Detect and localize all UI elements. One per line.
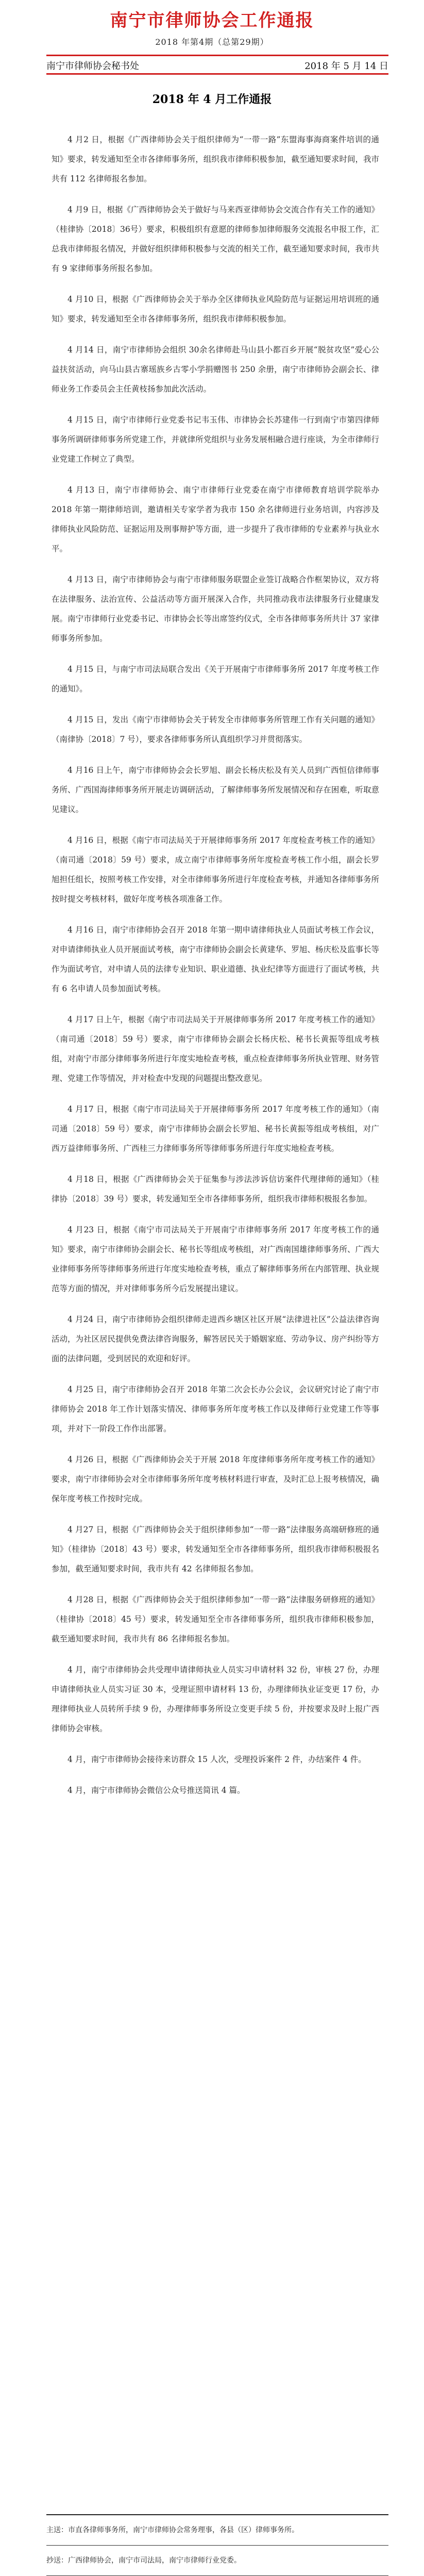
paragraph: 4 月15 日，与南宁市司法局联合发出《关于开展南宁市律师事务所 2017 年度考核工作的通知》。 bbox=[52, 665, 379, 693]
header-meta bbox=[46, 59, 388, 72]
paragraph: 4 月10 日，根据《广西律师协会关于举办全区律师执业风险防范与证据运用培训班的通知》要求，转发通知至全市各律师事务所，组织我市律师积极参加。 bbox=[52, 295, 379, 324]
paragraph: 4 月26 日，根据《广西律师协会关于开展 2018 年度律师事务所年度考核工作的通知》要求，南宁市律师协会对全市律师事务所年度考核材料进行审查，及时汇总上报考核情况，确保年度考核工作按时完成。 bbox=[52, 1455, 379, 1503]
main-send-text: 市直各律师事务所，南宁市律师协会常务理事，各县（区）律师事务所。 bbox=[68, 2526, 299, 2534]
paragraph: 4 月15 日，南宁市律师行业党委书记韦玉伟、市律协会长苏建伟一行到南宁市第四律师事务所调研律师事务所党建工作，并就律所党组织与业务发展相融合进行座谈，为全市律师行业党建工作树立了典型。 bbox=[52, 415, 379, 464]
paragraph: 4 月13 日，南宁市律师协会与南宁市律师服务联盟企业签订战略合作框架协议，双方将在法律服务、法治宣传、公益活动等方面开展深入合作，共同推动我市法律服务行业健康发展。南宁市律师行业党委书记、市律协会长等出席签约仪式，全市各律师事务所共计 37 家律师事务所参加。 bbox=[52, 575, 379, 643]
paragraph: 4 月13 日，南宁市律师协会、南宁市律师行业党委在南宁市律师教育培训学院举办 2018 年第一期律师培训，邀请相关专家学者为我市 150 余名律师进行业务培训，内容涉及律师执业风险防范、证据运用及刑事辩护等方面，进一步提升了我市律师的专业素养与执业水平。 bbox=[52, 485, 379, 553]
paragraph: 4 月24 日，南宁市律师协会组织律师走进西乡塘区社区开展“法律进社区”公益法律咨询活动，为社区居民提供免费法律咨询服务，解答居民关于婚姻家庭、劳动争议、房产纠纷等方面的法律问题，受到居民的欢迎和好评。 bbox=[52, 1315, 379, 1363]
document-footer bbox=[46, 2514, 388, 2576]
header-rule-top bbox=[46, 55, 388, 56]
paragraph: 4 月15 日，发出《南宁市律师协会关于转发全市律师事务所管理工作有关问题的通知》（南律协〔2018〕7 号），要求各律师事务所认真组织学习并贯彻落实。 bbox=[52, 715, 379, 744]
paragraph: 4 月，南宁市律师协会微信公众号推送简讯 4 篇。 bbox=[67, 1786, 245, 1795]
paragraph: 4 月14 日，南宁市律师协会组织 30余名律师赴马山县小都百乡开展“脱贫攻坚”爱心公益扶贫活动，向马山县古寨瑶族乡古零小学捐赠图书 250 余册，南宁市律师协会副会长、律师业务工作委员会主任黄枝扬参加此次活动。 bbox=[52, 345, 379, 394]
header-date: 2018 年 5 月 14 日 bbox=[304, 61, 388, 72]
paragraph: 4 月2 日，根据《广西律师协会关于组织律师为“一带一路”东盟海事海商案件培训的通知》要求，转发通知至全市各律师事务所，组织我市律师积极参加，截至通知要求时间，我市共有 112 名律师报名参加。 bbox=[52, 135, 379, 183]
distribution-cc bbox=[46, 2546, 388, 2575]
paragraph: 4 月，南宁市律师协会共受理申请律师执业人员实习申请材料 32 份，审核 27 份，办理申请律师执业人员实习证 30 本，受理证照申请材料 13 份，办理律师执业证变更 17 份，办理律师执业人员转所手续 9 份，办理律师事务所设立变更手续 5 份，并按要求及时上报广西律师协会审核。 bbox=[52, 1665, 379, 1733]
header-rule-bottom bbox=[46, 73, 388, 75]
paragraph: 4 月，南宁市律师协会接待来访群众 15 人次，受理投诉案件 2 件，办结案件 4 件。 bbox=[67, 1755, 366, 1764]
paragraph: 4 月18 日，根据《广西律师协会关于征集参与涉法涉诉信访案件代理律师的通知》（桂律协〔2018〕39 号）要求，转发通知至全市各律师事务所，组织我市律师积极报名参加。 bbox=[52, 1175, 379, 1204]
document-title: 2018 年 4 月工作通报 bbox=[152, 93, 272, 106]
paragraph: 4 月16 日，南宁市律师协会召开 2018 年第一期申请律师执业人员面试考核工作会议，对申请律师执业人员开展面试考核，南宁市律师协会副会长黄建华、罗旭、杨庆松及监事长等作为面试考官，对申请人员的法律专业知识、职业道德、执业纪律等方面进行了面试考核，共有 6 名申请人员参加面试考核。 bbox=[52, 925, 379, 993]
header-org: 南宁市律师协会秘书处 bbox=[46, 61, 139, 72]
cc-label: 抄送： bbox=[46, 2556, 68, 2565]
masthead-title: 南宁市律师协会工作通报 bbox=[110, 10, 314, 31]
paragraph: 4 月27 日，根据《广西律师协会关于组织律师参加“一带一路”法律服务高端研修班的通知》（桂律协〔2018〕43 号）要求，转发通知至全市各律师事务所，组织我市律师积极报名参加，截至通知要求时间，我市共有 42 名律师报名参加。 bbox=[52, 1525, 379, 1573]
distribution-main bbox=[46, 2515, 388, 2545]
paragraph: 4 月23 日，根据《南宁市司法局关于开展南宁市律师事务所 2017 年度考核工作的通知》要求，南宁市律师协会副会长、秘书长等组成考核组，对广西南国雄律师事务所、广西大业律师事务所等律师事务所进行年度实地检查考核，重点了解律师事务所在内部管理、执业规范等方面的情况，并对律师事务所今后发展提出建议。 bbox=[52, 1225, 379, 1293]
masthead bbox=[0, 6, 424, 47]
paragraph: 4 月17 日，根据《南宁市司法局关于开展律师事务所 2017 年度考核工作的通知》（南司通〔2018〕59 号）要求，南宁市律师协会副会长罗旭、秘书长黄振等组成考核组，对广西万益律师事务所、广西桂三力律师事务所等律师事务所进行年度实地检查考核。 bbox=[52, 1105, 379, 1153]
cc-text: 广西律师协会，南宁市司法局，南宁市律师行业党委。 bbox=[68, 2556, 241, 2565]
main-send-label: 主送： bbox=[46, 2526, 68, 2534]
document-body bbox=[52, 130, 379, 1811]
issue-number: 2018 年第4期（总第29期） bbox=[155, 37, 269, 47]
paragraph: 4 月25 日，南宁市律师协会召开 2018 年第二次会长办公会议，会议研究讨论了南宁市律师协会 2018 年工作计划落实情况、律师事务所年度考核工作以及律师行业党建工作等事项，并对下一阶段工作作出部署。 bbox=[52, 1385, 379, 1433]
paragraph: 4 月16 日上午，南宁市律师协会会长罗旭、副会长杨庆松及有关人员到广西恒信律师事务所、广西国海律师事务所开展走访调研活动，了解律师事务所发展情况和存在困难，听取意见建议。 bbox=[52, 766, 379, 814]
paragraph: 4 月28 日，根据《广西律师协会关于组织律师参加“一带一路”法律服务研修班的通知》（桂律协〔2018〕45 号）要求，转发通知至全市各律师事务所，组织我市律师积极参加，截至通知要求时间，我市共有 86 名律师报名参加。 bbox=[52, 1595, 379, 1643]
paragraph: 4 月9 日，根据《广西律师协会关于做好与马来西亚律师协会交流合作有关工作的通知》（桂律协〔2018〕36号）要求，积极组织有意愿的律师参加律师服务交流报名申报工作，汇总我市律师报名情况，并做好组织律师积极参与交流的相关工作，截至通知要求时间，我市共有 9 家律师事务所报名参加。 bbox=[52, 205, 379, 273]
paragraph: 4 月16 日，根据《南宁市司法局关于开展律师事务所 2017 年度检查考核工作的通知》（南司通〔2018〕59 号）要求，成立南宁市律师事务所年度检查考核工作小组，副会长罗旭担任组长，按照考核工作安排，对全市律师事务所进行年度检查考核，并通知各律师事务所按时提交考核材料，做好年度考核各项准备工作。 bbox=[52, 836, 379, 904]
paragraph: 4 月17 日上午，根据《南宁市司法局关于开展律师事务所 2017 年度考核工作的通知》（南司通〔2018〕59 号）要求，南宁市律师协会副会长杨庆松、秘书长黄振等组成考核组，对南宁市部分律师事务所进行年度实地检查考核，重点检查律师事务所执业管理、财务管理、党建工作等情况，并对检查中发现的问题提出整改意见。 bbox=[52, 1015, 379, 1083]
